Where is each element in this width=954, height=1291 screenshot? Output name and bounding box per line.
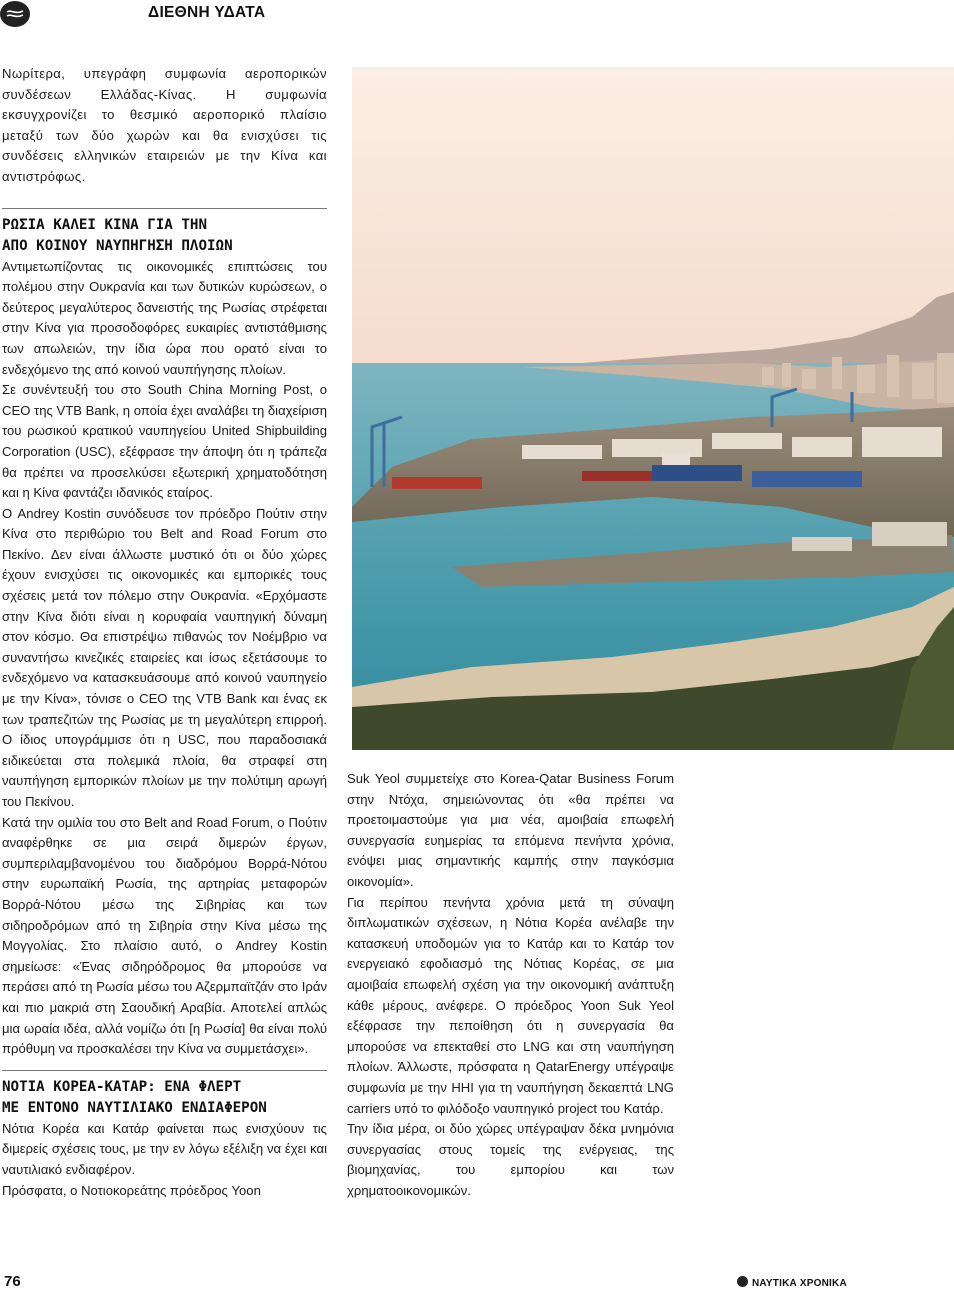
divider [2, 1070, 327, 1071]
heading-korea-qatar [2, 1077, 327, 1119]
divider [2, 208, 327, 209]
footer-brand [737, 1276, 847, 1289]
brand-name: ΝΑΥΤΙΚΑ ΧΡΟΝΙΚΑ [752, 1278, 847, 1289]
heading-line: ΝΟΤΙΑ ΚΟΡΕΑ-ΚΑΤΑΡ: ΕΝΑ ΦΛΕΡΤ [2, 1078, 242, 1095]
body-paragraph: Την ίδια μέρα, οι δύο χώρες υπέγραψαν δέκα μνημόνια συνεργασίας στους τομείς της ενέργειας, της βιομηχανίας, του εμπορίου και των χρηματοοικονομικών. [347, 1121, 674, 1198]
body-paragraph: Κατά την ομιλία του στο Belt and Road Forum, ο Πούτιν αναφέρθηκε σε μια σειρά διμερών έργων, συμπεριλαμβανομένου του διαδρόμου Βορρά-Νότου στην ευρωπαϊκή Ρωσία, της αρτηρίας μεταφορών Βορρά-Νότου μέσω της Σιβηρίας και των σιδηροδρόμων από τη Σιβηρία στην Κίνα μέσω της Μογγολίας. Στο πλαίσιο αυτό, ο Andrey Kostin σημείωσε: «Ένας σιδηρόδρομος θα μπορούσε να περάσει από τη Ρωσία μέσω του Αζερμπαϊτζάν στο Ιράν και πιο μακριά στη Σαουδική Αραβία. Αποτελεί απλώς μια ωραία ιδέα, αλλά νομίζω ότι [η Ρωσία] θα είναι πολύ πρόθυμη να προσκαλέσει την Κίνα να συμμετάσχει». [2, 814, 327, 1057]
body-paragraph: Αντιμετωπίζοντας τις οικονομικές επιπτώσεις του πολέμου στην Ουκρανία και των δυτικών κυρώσεων, ο δεύτερος μεγαλύτερος δανειστής της Ρωσίας στρέφεται στην Κίνα για προσοδοφόρες ευκαιρίες αντιστάθμισης των απωλειών, την ίδια ώρα που ορατό είναι το ενδεχόμενο της από κοινού ναυπήγησης πλοίων. [2, 258, 327, 377]
heading-line: ΡΩΣΙΑ ΚΑΛΕΙ ΚΙΝΑ ΓΙΑ ΤΗΝ [2, 216, 207, 233]
harbour-photo [352, 67, 954, 750]
body-paragraph: Ο Andrey Kostin συνόδευσε τον πρόεδρο Πούτιν στην Κίνα στο περιθώριο του Belt and Road Forum στο Πεκίνο. Δεν είναι άλλωστε μυστικό ότι οι δύο χώρες έχουν ενισχύσει τις οικονομικές και εμπορικές τους σχέσεις μετά τον πόλεμο στην Ουκρανία. «Ερχόμαστε στην Κίνα διότι είναι η κορυφαία ναυπηγική δύναμη στον κόσμο. Θα επιστρέψω πιθανώς τον Νοέμβριο να συναντήσω κινεζικές εταιρείες και ίσως εξετάσουμε το ενδεχόμενο να κατασκευάσουμε από κοινού ναυπηγείο με την Κίνα», τόνισε ο CEO της VTB Bank και ένας εκ των τραπεζιτών της Ρωσίας με τη μεγαλύτερη επιρροή. Ο ίδιος υπογράμμισε ότι η USC, που παραδοσιακά ειδικεύεται στα πολεμικά πλοία, θα στραφεί στη ναυπήγηση εμπορικών πλοίων με την πολύτιμη αρωγή του Πεκίνου. [2, 505, 327, 809]
left-column [2, 64, 327, 1201]
body-paragraph: Suk Yeol συμμετείχε στο Korea-Qatar Business Forum στην Ντόχα, σημειώνοντας ότι «θα πρέπει να προετοιμαστούμε για μια νέα, αμοιβαία επωφελή συνεργασία ευημερίας τα επόμενα πενήντα χρόνια, ενόψει μιας σημαντικής καμπής στην παγκόσμια οικονομία». [347, 771, 674, 889]
heading-line: ΑΠΟ ΚΟΙΝΟΥ ΝΑΥΠΗΓΗΣΗ ΠΛΟΙΩΝ [2, 237, 233, 254]
body-paragraph: Νότια Κορέα και Κατάρ φαίνεται πως ενισχύουν τις διμερείς σχέσεις τους, με την εν λόγω εξέλιξη να έχει και ναυτιλιακό ενδιαφέρον. [2, 1120, 327, 1177]
body-paragraph: Σε συνέντευξή του στο South China Morning Post, ο CEO της VTB Bank, η οποία έχει αναλάβει τη διαχείριση του ρωσικού κρατικού ναυπηγείου United Shipbuilding Corporation (USC), εξέφρασε την άποψη ότι η τράπεζα θα πρέπει να προσελκύσει εξωτερική χρηματοδότηση και η Κίνα φαντάζει ιδανικός εταίρος. [2, 382, 327, 501]
intro-paragraph: Νωρίτερα, υπεγράφη συμφωνία αεροπορικών συνδέσεων Ελλάδας-Κίνας. Η συμφωνία εκσυγχρονίζει το θεσμικό αεροπορικό πλαίσιο μεταξύ των δύο χωρών και θα ενισχύσει τις συνδέσεις ελληνικών εταιρειών με την Κίνα και αντιστρόφως. [2, 66, 327, 184]
right-column [347, 769, 674, 1201]
body-paragraph: Για περίπου πενήντα χρόνια μετά τη σύναψη διπλωματικών σχέσεων, η Νότια Κορέα ανέλαβε την κατασκευή υποδομών για το Κατάρ και το Κατάρ τον ενεργειακό εφοδιασμό της Νότιας Κορέας, σε μια αμοιβαία επωφελή σχέση για την οικονομική ανάπτυξη κάθε μέρους, ανέφερε. Ο πρόεδρος Yoon Suk Yeol εξέφρασε την πεποίθηση ότι η συνεργασία θα μπορούσε να επεκταθεί στο LNG και στη ναυπήγηση πλοίων. Άλλωστε, πρόσφατα η QatarEnergy υπέγραψε συμφωνία με την HHI για τη ναυπήγηση δεκαεπτά LNG carriers υπό το φιλόδοξο ναυπηγικό project του Κατάρ. [347, 894, 674, 1116]
page-number: 76 [4, 1273, 21, 1290]
section-title: ΔΙΕΘΝΗ ΥΔΑΤΑ [148, 4, 266, 21]
heading-line: ΜΕ ΕΝΤΟΝΟ ΝΑΥΤΙΛΙΑΚΟ ΕΝΔΙΑΦΕΡΟΝ [2, 1099, 267, 1116]
body-paragraph: Πρόσφατα, ο Νοτιοκορεάτης πρόεδρος Yoon [2, 1182, 261, 1198]
magazine-logo-icon [0, 1, 30, 27]
heading-russia-china [2, 215, 327, 257]
brand-logo-icon [737, 1276, 748, 1287]
